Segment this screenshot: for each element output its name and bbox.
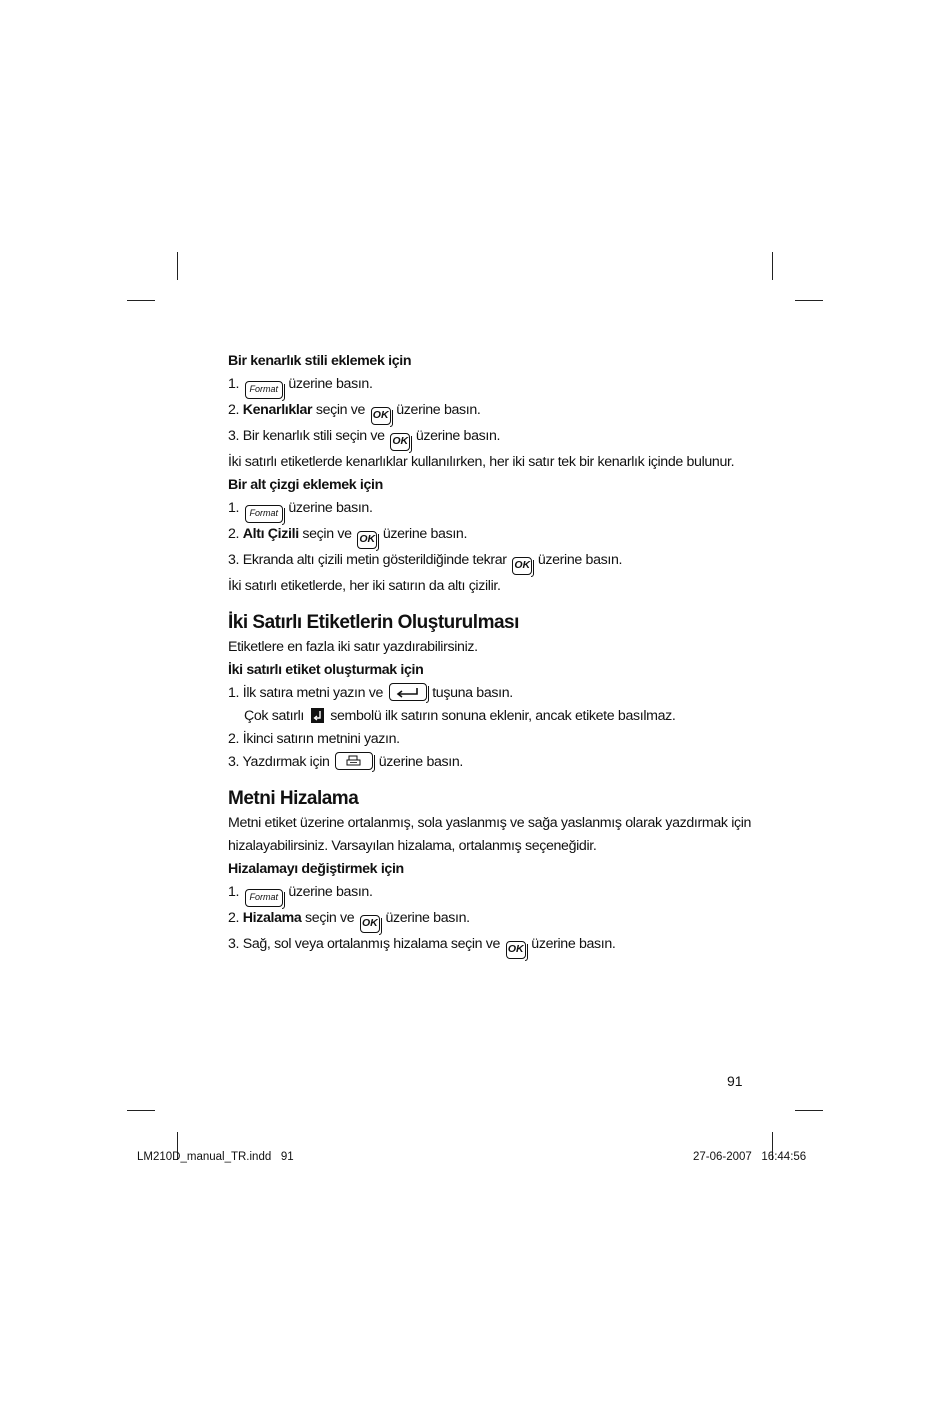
step-number: 3. [228, 428, 240, 444]
step-2 [228, 399, 748, 425]
step-number: 2. [228, 402, 240, 418]
step-1 [228, 682, 748, 705]
step-3 [228, 751, 748, 774]
step-text: üzerine basın. [382, 526, 468, 542]
heading-align-text: Metni Hizalama [228, 788, 359, 809]
crop-mark [177, 252, 178, 280]
step-text: Bir kenarlık stili seçin ve [242, 428, 385, 444]
step-1 [228, 497, 748, 523]
menu-option: Kenarlıklar [242, 402, 313, 418]
step-text: üzerine basın. [288, 500, 373, 516]
slug-filename: LM210D_manual_TR.indd 91 [137, 1151, 294, 1163]
intro-text: hizalayabilirsiniz. Varsayılan hizalama, ortalanmış seçeneğidir. [228, 838, 597, 854]
slug-timestamp: 27-06-2007 16:44:56 [693, 1151, 807, 1163]
step-3 [228, 933, 748, 959]
crop-mark [127, 1110, 155, 1111]
step-text: Sağ, sol veya ortalanmış hizalama seçin ve [242, 936, 501, 952]
step-number: 2. [228, 526, 240, 542]
format-key-icon: Format [245, 381, 283, 399]
step-text: üzerine basın. [537, 552, 623, 568]
step-text: üzerine basın. [385, 910, 470, 926]
ok-key-icon: OK [371, 407, 391, 425]
print-key-icon [335, 752, 373, 770]
step-number: 1. [228, 376, 240, 392]
section-title-align: Hizalamayı değiştirmek için [228, 861, 404, 877]
format-key-icon: Format [245, 505, 283, 523]
ok-key-icon: OK [506, 941, 526, 959]
step-number: 2. [228, 910, 240, 926]
ok-key-icon: OK [357, 531, 377, 549]
step-text: İkinci satırın metnini yazın. [242, 731, 400, 747]
step-number: 3. [228, 936, 240, 952]
ok-key-icon: OK [360, 915, 380, 933]
manual-content [228, 350, 752, 959]
step-number: 3. [228, 754, 240, 770]
step-number: 2. [228, 731, 240, 747]
format-key-icon: Format [245, 889, 283, 907]
intro-text: Etiketlere en fazla iki satır yazdırabilirsiniz. [228, 639, 478, 655]
section-title-border: Bir kenarlık stili eklemek için [228, 353, 412, 369]
step-number: 1. [228, 884, 240, 900]
step-2 [228, 907, 748, 933]
note: İki satırlı etiketlerde, her iki satırın da altı çizilir. [228, 578, 501, 594]
step-text: seçin ve [305, 910, 355, 926]
step-text: seçin ve [315, 402, 366, 418]
ok-key-icon: OK [512, 557, 532, 575]
step-text: seçin ve [302, 526, 352, 542]
step-2 [228, 728, 748, 751]
crop-mark [127, 300, 155, 301]
page-number: 91 [727, 1073, 743, 1089]
step-text: Yazdırmak için [242, 754, 330, 770]
step-text: üzerine basın. [288, 884, 373, 900]
step-text: üzerine basın. [531, 936, 616, 952]
step-1 [228, 881, 748, 907]
ok-key-icon: OK [390, 433, 410, 451]
step-text: İlk satıra metni yazın ve [242, 685, 384, 701]
step-text: sembolü ilk satırın sonuna eklenir, ancak etikete basılmaz. [330, 708, 676, 724]
step-number: 3. [228, 552, 240, 568]
note: İki satırlı etiketlerde kenarlıklar kullanılırken, her iki satır tek bir kenarlık içinde bulunur. [228, 454, 735, 470]
step-text: üzerine basın. [396, 402, 481, 418]
menu-option: Hizalama [242, 910, 302, 926]
step-text: üzerine basın. [415, 428, 501, 444]
crop-mark [772, 252, 773, 280]
step-2 [228, 523, 748, 549]
step-text: Ekranda altı çizili metin gösterildiğinde tekrar [242, 552, 507, 568]
step-1 [228, 373, 748, 399]
step-text: üzerine basın. [288, 376, 373, 392]
step-text: tuşuna basın. [432, 685, 513, 701]
step-text: üzerine basın. [378, 754, 463, 770]
heading-two-line-labels: İki Satırlı Etiketlerin Oluşturulması [228, 612, 519, 633]
step-3 [228, 549, 748, 575]
enter-key-icon [389, 683, 427, 701]
section-title-underline: Bir alt çizgi eklemek için [228, 477, 383, 493]
crop-mark [795, 1110, 823, 1111]
step-number: 1. [228, 500, 240, 516]
step-3 [228, 425, 748, 451]
crop-mark [795, 300, 823, 301]
menu-option: Altı Çizili [242, 526, 299, 542]
step-number: 1. [228, 685, 240, 701]
step-1-note [228, 705, 748, 728]
step-text: Çok satırlı [244, 708, 305, 724]
return-symbol-icon [311, 708, 324, 723]
intro-text: Metni etiket üzerine ortalanmış, sola yaslanmış ve sağa yaslanmış olarak yazdırmak için [228, 815, 752, 831]
section-title-two-line: İki satırlı etiket oluşturmak için [228, 662, 424, 678]
